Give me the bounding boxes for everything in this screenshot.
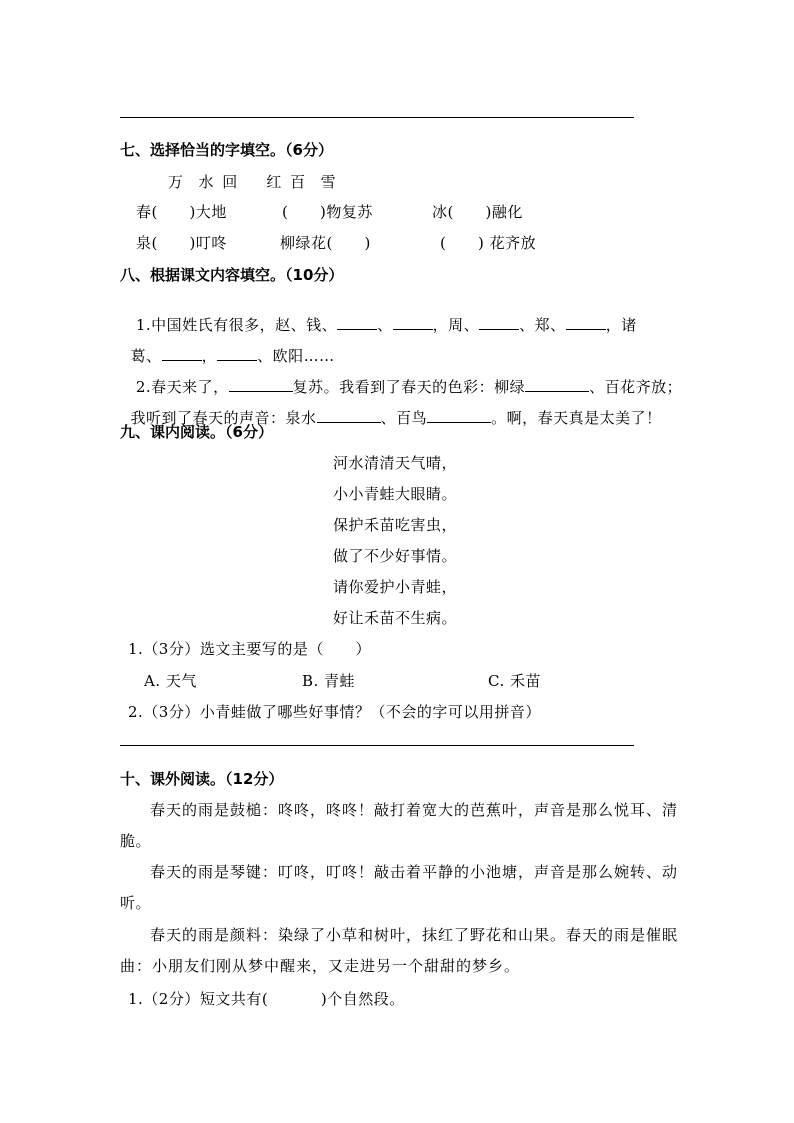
question-8-2-text: 、百花齐放；: [589, 378, 683, 396]
paragraph-3-line-2: 曲：小朋友们刚从梦中醒来，又走进另一个甜甜的梦乡。: [120, 957, 521, 975]
section-9-title: 九、课内阅读。（6分）: [120, 423, 273, 441]
section-7-item: ( )物复苏: [282, 203, 373, 221]
paragraph-3-line-1: 春天的雨是颜料：染绿了小草和树叶，抹红了野花和山果。春天的雨是催眠: [150, 926, 679, 944]
paragraph-1-line-1: 春天的雨是鼓槌：咚咚，咚咚！敲打着宽大的芭蕉叶，声音是那么悦耳、清: [150, 801, 679, 819]
poem-line: 小小青蛙大眼睛。: [333, 485, 458, 503]
paragraph-2-line-2: 听。: [120, 894, 152, 912]
answer-blank[interactable]: [566, 315, 606, 330]
answer-blank[interactable]: [479, 315, 519, 330]
separator: ，诸: [605, 316, 637, 334]
question-9-1: 1.（3分）选文主要写的是（ ）: [128, 640, 371, 658]
section-7-item: ( ) 花齐放: [440, 234, 537, 252]
question-8-2-text: 复苏。我看到了春天的色彩：柳绿: [292, 378, 526, 396]
section-7-item: 泉( )叮咚: [136, 234, 227, 252]
poem-line: 做了不少好事情。: [333, 547, 458, 565]
section-7-item: 春( )大地: [136, 203, 227, 221]
question-10-1: 1.（2分）短文共有( )个自然段。: [128, 990, 405, 1008]
answer-line-top: [120, 117, 634, 118]
question-8-1-text: 1.中国姓氏有很多，赵、钱、: [130, 316, 338, 334]
question-8-2-text: 我听到了春天的声音：泉水: [130, 409, 317, 427]
separator: 、郑、: [519, 316, 566, 334]
question-8-2-text: 2.春天来了，: [130, 378, 229, 396]
section-7-item: 冰( )融化: [432, 203, 523, 221]
poem-line: 河水清清天气晴，: [333, 454, 458, 472]
section-7-choices: 万 水 回 红 百 雪: [168, 173, 338, 191]
answer-blank[interactable]: [393, 315, 433, 330]
question-8-2-text: 、百鸟: [380, 409, 428, 427]
answer-blank[interactable]: [317, 408, 381, 423]
option-c[interactable]: C. 禾苗: [488, 672, 541, 690]
paragraph-1-line-2: 脆。: [120, 832, 152, 850]
question-9-2: 2.（3分）小青蛙做了哪些好事情？（不会的字可以用拼音）: [128, 703, 541, 721]
poem-line: 请你爱护小青蛙，: [333, 578, 458, 596]
option-b[interactable]: B. 青蛙: [302, 672, 356, 690]
section-8-title: 八、根据课文内容填空。（10分）: [120, 266, 344, 284]
answer-line[interactable]: [120, 745, 634, 746]
poem-line: 好让禾苗不生病。: [333, 609, 458, 627]
paragraph-2-line-1: 春天的雨是琴键：叮咚，叮咚！敲击着平静的小池塘，声音是那么婉转、动: [150, 863, 679, 881]
question-8-2-text: 。啊，春天真是太美了！: [491, 409, 662, 427]
separator: 、: [377, 316, 393, 334]
section-7-item: 柳绿花( ): [280, 234, 371, 252]
question-8-1-text: 葛、: [130, 347, 162, 365]
section-10-title: 十、课外阅读。（12分）: [120, 770, 284, 788]
separator: ，: [201, 347, 218, 365]
answer-blank[interactable]: [427, 408, 491, 423]
question-8-1-text: 、欧阳……: [257, 347, 335, 365]
separator: ，周、: [432, 316, 480, 334]
option-a[interactable]: A. 天气: [144, 672, 197, 690]
answer-blank[interactable]: [337, 315, 377, 330]
section-7-title: 七、选择恰当的字填空。（6分）: [120, 141, 333, 159]
poem-line: 保护禾苗吃害虫，: [333, 516, 458, 534]
